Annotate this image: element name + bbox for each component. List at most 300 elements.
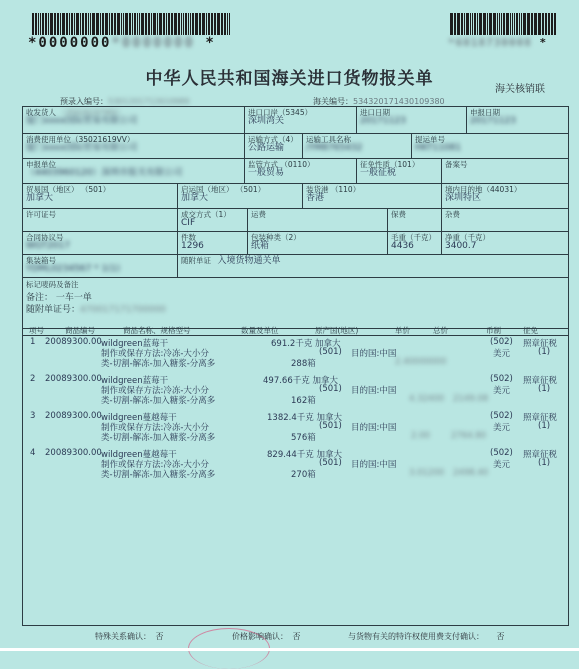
barcode-bar [516,13,518,35]
barcode-bar [211,13,213,35]
levy-cell [357,159,442,183]
barcode-bar [40,13,41,35]
barcode-bar [54,13,56,35]
barcode-bar [489,13,492,35]
barcode-bar [545,13,547,35]
barcode-bar [450,13,453,35]
item-code: 20089300.00 [45,411,102,421]
pre-entry-label: 预录入编号： [60,97,108,106]
goods-header-levy: 征免 [523,326,538,335]
barcode-bar [464,13,465,35]
barcode-bar [62,13,65,35]
item-qty-boxes: 288箱 [291,359,316,369]
barcode-bar [479,13,482,35]
item-dest: 目的国:中国 [351,349,397,359]
item-currency-code: (502) [490,374,513,384]
barcode-bar [125,13,128,35]
pieces-label: 件数 [181,233,196,242]
item-levy: 照章征税 [523,339,558,349]
royalty-label: 与货物有关的特许权使用费支付确认： [348,632,484,641]
item-spec-2: 类-切割-解冻-加入糖浆-分离多 [101,396,216,406]
item-qty-weight: 829.44千克 加拿大 [267,450,342,460]
barcode-bar [466,13,469,35]
import-date-value: 20171123 [360,116,406,126]
item-name: wildgreen蓝莓干 [101,339,169,349]
declarant-cell [23,159,245,183]
barcode-bar [497,13,498,35]
barcode-bar [141,13,144,35]
item-spec-1: 制作或保存方法:冷冻-大小分 [101,386,209,396]
barcode-bar [48,13,49,35]
license-cell [23,209,178,231]
barcode-bar [503,13,505,35]
remark-line-1: 备注： 一车一单 [26,293,92,303]
barcode-bar [105,13,108,35]
port-code: （110） [330,185,361,194]
item-currency: 美元 [493,349,511,359]
barcode-bar [132,13,133,35]
barcode-bar [195,13,198,35]
barcode-bar [171,13,173,35]
packing-cell [248,232,388,254]
grid-row-2 [23,134,568,159]
container-cell [23,255,178,277]
transport-mode-value: 公路运输 [248,143,285,153]
barcode-bar [188,13,189,35]
barcode-bar [102,13,104,35]
barcode-bar [521,13,522,35]
barcode-bar [202,13,205,35]
contract-label: 合同协议号 [26,233,64,242]
misc-cell [442,209,568,231]
grid-row-4 [23,184,568,209]
item-levy: 照章征税 [523,376,558,386]
gross-label: 毛重（千克） [391,233,436,242]
declare-date-label: 申报日期 [470,108,500,117]
consumer-label: 消费使用单位（35021619VV） [26,135,135,144]
item-name: wildgreen蔓越莓干 [101,450,177,460]
port-value: 香港 [306,193,325,203]
barcode-bar [60,13,61,35]
transport-tool-cell [303,134,412,158]
barcode-bar [199,13,201,35]
barcode-bar [111,13,113,35]
marks-cell [23,278,568,317]
barcode-bar [90,13,91,35]
barcode-bar [66,13,68,35]
item-currency: 美元 [493,423,511,433]
item-qty-weight: 497.66千克 加拿大 [263,376,338,386]
trade-country-label: 贸易国（地区） [26,185,79,194]
grid-row-5 [23,209,568,232]
item-spec-2: 类-切割-解冻-加入糖浆-分离多 [101,470,216,480]
transport-mode-cell [245,134,303,158]
item-currency-code: (502) [490,337,513,347]
barcode-bar [527,13,530,35]
barcode-bar [159,13,162,35]
item-origin-code: (501) [319,421,342,431]
document-title: 中华人民共和国海关进口货物报关单 [145,69,434,89]
customs-no-value: 534320171430109380 [353,97,445,106]
goods-item [23,337,568,373]
levy-value: 一般征税 [360,168,397,178]
item-dest: 目的国:中国 [351,423,397,433]
barcode-bar [45,13,47,35]
item-spec-1: 制作或保存方法:冷冻-大小分 [101,349,209,359]
barcode-left-digits-blurred: *0000000 [111,35,195,51]
pieces-value: 1296 [181,241,204,251]
barcode-bar [151,13,152,35]
barcode-bar [206,13,207,35]
barcode-right [450,13,560,35]
barcode-bar [109,13,110,35]
docs-cell [178,255,568,277]
item-idx: 3 [30,411,36,421]
barcode-bar [129,13,131,35]
marks-label: 标记唛码及备注 [26,280,79,289]
barcode-bar [470,13,471,35]
item-total: 2149.08 [453,394,489,404]
barcode-bar [153,13,156,35]
item-price: 3.01200 [409,468,445,478]
goods-header-idx: 项号 [29,326,44,335]
item-spec-1: 制作或保存方法:冷冻-大小分 [101,423,209,433]
container-label: 集装箱号 [26,256,56,265]
goods-header [23,323,568,336]
dest-value: 深圳特区 [445,193,482,203]
item-spec-1: 制作或保存方法:冷冻-大小分 [101,460,209,470]
item-currency-code: (502) [490,448,513,458]
consignee-code: （35026197WV） [58,108,125,117]
port-cell [303,184,442,208]
item-idx: 4 [30,448,36,458]
trade-country-code: （501） [80,185,111,194]
deal-mode-value: CIF [181,218,196,228]
item-price: 2.00 [411,431,430,441]
copy-label: 海关核销联 [495,84,545,95]
barcode-bar [163,13,165,35]
barcode-right-number [448,36,547,49]
barcode-bar [145,13,147,35]
barcode-bar [506,13,509,35]
goods-header-price: 单价 [395,326,410,335]
net-cell [442,232,568,254]
barcode-bar [531,13,533,35]
item-name: wildgreen蔓越莓干 [101,413,177,423]
barcode-bar [181,13,182,35]
insurance-label: 保费 [391,210,406,219]
barcode-left-number [28,35,216,51]
dest-cell [442,184,568,208]
barcode-bar [166,13,167,35]
barcode-bar [474,13,476,35]
item-dest: 目的国:中国 [351,386,397,396]
record-no-cell [442,159,568,183]
barcode-bar [185,13,187,35]
special-label: 特殊关系确认： [95,632,151,641]
item-levy-code: (1) [538,347,551,357]
royalty-confirm [348,631,505,642]
supervision-value: 一般贸易 [248,168,285,178]
supervision-label: 监管方式 [248,160,278,169]
barcode-bar [554,13,556,35]
origin-country-code: （501） [235,185,266,194]
barcode-bar [80,13,81,35]
barcode-bar [74,13,75,35]
goods-header-code: 商品编号 [65,326,95,335]
goods-header-currency: 币制 [486,326,501,335]
item-qty-weight: 1382.4千克 加拿大 [267,413,342,423]
import-port-value: 深圳湾关 [248,116,285,126]
barcode-bar [183,13,184,35]
goods-header-name: 商品名称、规格型号 [123,326,191,335]
price-impact-confirm [232,631,301,642]
item-code: 20089300.00 [45,448,102,458]
misc-label: 杂费 [445,210,460,219]
consignee-label: 收发货人 [26,108,56,117]
trade-country-value: 加拿大 [26,193,54,203]
goods-header-total: 总价 [433,326,448,335]
packing-label: 包装种类（2） [251,233,301,242]
port-label: 装货港 [306,185,329,194]
barcode-right-end: * [539,36,548,49]
goods-table [22,319,569,626]
item-levy: 照章征税 [523,413,558,423]
import-port-cell [245,107,357,133]
barcode-bar [217,13,220,35]
grid-row-1 [23,107,568,134]
barcode-bar [137,13,138,35]
barcode-bar [208,13,210,35]
barcode-bar [229,13,230,35]
barcode-bar [190,13,191,35]
origin-country-label: 启运国（地区） [181,185,234,194]
item-total: 2764.80 [451,431,487,441]
pieces-cell [178,232,248,254]
declare-date-value: 20171123 [470,116,516,126]
record-no-label: 备案号 [445,160,468,169]
gross-cell [388,232,442,254]
declarant-label: 申报单位 [26,160,56,169]
barcode-bar [57,13,59,35]
trade-country-cell [23,184,178,208]
goods-item [23,374,568,410]
deal-mode-label: 成交方式（1） [181,210,231,219]
customs-no-label: 海关编号： [313,97,353,106]
barcode-bar [88,13,89,35]
barcode-bar [100,13,101,35]
barcode-bar [227,13,228,35]
item-origin-code: (501) [319,458,342,468]
barcode-bar [214,13,216,35]
item-code: 20089300.00 [45,337,102,347]
contract-cell [23,232,178,254]
item-spec-2: 类-切割-解冻-加入糖浆-分离多 [101,433,216,443]
goods-item [23,448,568,484]
license-label: 许可证号 [26,210,56,219]
goods-header-origin: 原产国(地区) [315,326,359,335]
container-value: YDML0234567 * 1(1) [26,264,120,274]
item-qty-weight: 691.2千克 加拿大 [271,339,341,349]
barcode-bar [534,13,537,35]
pre-entry-value: 5301201712610989 [108,97,190,106]
net-label: 净重（千克） [445,233,490,242]
grid-row-7 [23,255,568,278]
consumer-value: 厦门xxxx国际贸易有限公司 [26,143,138,153]
item-currency-code: (502) [490,411,513,421]
barcode-bar [38,13,39,35]
remark-line2-value: 470017171700000 [80,305,166,315]
item-name: wildgreen蓝莓干 [101,376,169,386]
import-date-label: 进口日期 [360,108,390,117]
barcode-bar [499,13,500,35]
item-currency: 美元 [493,460,511,470]
special-value: 否 [155,632,164,641]
barcode-left-end: * [205,35,216,51]
item-levy: 照章征税 [523,450,558,460]
import-date-cell [357,107,467,133]
barcode-bar [224,13,226,35]
gross-value: 4436 [391,241,414,251]
contract-value: WGT2017 [26,241,70,251]
docs-label: 随附单证 [181,256,211,265]
goods-item [23,411,568,447]
barcode-bar [538,13,541,35]
barcode-bar [139,13,140,35]
barcode-bar [457,13,460,35]
origin-country-value: 加拿大 [181,193,209,203]
consignee-name: 厦门xxxx国际贸易有限公司 [26,116,138,126]
barcode-bar [551,13,553,35]
item-idx: 2 [30,374,36,384]
consumer-cell [23,134,245,158]
grid-row-6 [23,232,568,255]
barcode-bar [519,13,520,35]
royalty-value: 否 [496,632,505,641]
barcode-bar [76,13,79,35]
bill-no-value: HKT11081 [415,143,462,153]
remark-line2-label: 随附单证号： [26,305,81,315]
barcode-bar [514,13,515,35]
barcode-left [32,13,244,35]
supervision-cell [245,159,357,183]
transport-tool-label: 运输工具名称 [306,135,351,144]
deal-mode-cell [178,209,248,231]
barcode-bar [174,13,177,35]
declarant-value: （4403960120）深圳市报关有限公司 [26,168,183,178]
barcode-bar [192,13,194,35]
barcode-bar [523,13,526,35]
barcode-bar [85,13,87,35]
barcode-bar [50,13,53,35]
barcode-bar [487,13,488,35]
barcode-bar [501,13,502,35]
declare-date-cell [467,107,568,133]
barcode-bar [512,13,513,35]
barcode-bar [178,13,180,35]
barcode-bar [121,13,122,35]
barcode-bar [454,13,456,35]
insurance-cell [388,209,442,231]
freight-label: 运费 [251,210,266,219]
special-relation-confirm [95,631,164,642]
item-total: 2498.40 [453,468,489,478]
item-spec-2: 类-切割-解冻-加入糖浆-分离多 [101,359,216,369]
barcode-bar [510,13,511,35]
freight-cell [248,209,388,231]
net-value: 3400.7 [445,241,477,251]
packing-value: 纸箱 [251,241,270,251]
item-qty-boxes: 576箱 [291,433,316,443]
barcode-bar [96,13,99,35]
item-qty-boxes: 270箱 [291,470,316,480]
grid-row-3 [23,159,568,184]
barcode-bar [168,13,170,35]
remark-line-2 [26,306,565,315]
goods-header-qty: 数量及单位 [241,326,279,335]
item-code: 20089300.00 [45,374,102,384]
barcode-bar [221,13,223,35]
consignee-cell [23,107,245,133]
barcode-bar [32,13,34,35]
barcode-bar [477,13,478,35]
barcode-bar [148,13,150,35]
barcode-bar [542,13,544,35]
barcode-bar [117,13,120,35]
barcode-bar [134,13,136,35]
declaration-grid [22,106,569,329]
price-label: 价格影响确认： [232,632,288,641]
barcode-left-digits: *0000000 [28,35,112,51]
item-currency: 美元 [493,386,511,396]
item-origin-code: (501) [319,384,342,394]
barcode-bar [92,13,95,35]
item-qty-boxes: 162箱 [291,396,316,406]
bill-no-label: 提运单号 [415,135,445,144]
docs-value: 入境货物通关单 [217,256,281,266]
barcode-bar [123,13,124,35]
levy-label: 征免性质（101） [360,160,420,169]
dest-label: 境内目的地（44031） [445,185,522,194]
barcode-bar [82,13,84,35]
origin-country-cell [178,184,303,208]
item-dest: 目的国:中国 [351,460,397,470]
item-origin-code: (501) [319,347,342,357]
barcode-bar [493,13,496,35]
bill-no-cell [412,134,568,158]
item-levy-code: (1) [538,384,551,394]
barcode-bar [472,13,473,35]
barcode-bar [461,13,463,35]
barcode-bar [35,13,37,35]
item-levy-code: (1) [538,421,551,431]
barcode-bar [157,13,158,35]
import-port-label: 进口口岸（5345） [248,108,313,117]
barcode-bar [114,13,116,35]
barcode-bar [483,13,486,35]
barcode-bar [71,13,73,35]
transport-tool-value: /YM8765432 [306,143,363,153]
item-levy-code: (1) [538,458,551,468]
barcode-bar [69,13,70,35]
item-idx: 1 [30,337,36,347]
barcode-bar [548,13,550,35]
barcode-bar [42,13,44,35]
item-price: 4.32400 [409,394,445,404]
transport-mode-label: 运输方式（4） [248,135,298,144]
item-price: 2.40000000 [395,357,447,367]
price-value: 否 [292,632,301,641]
